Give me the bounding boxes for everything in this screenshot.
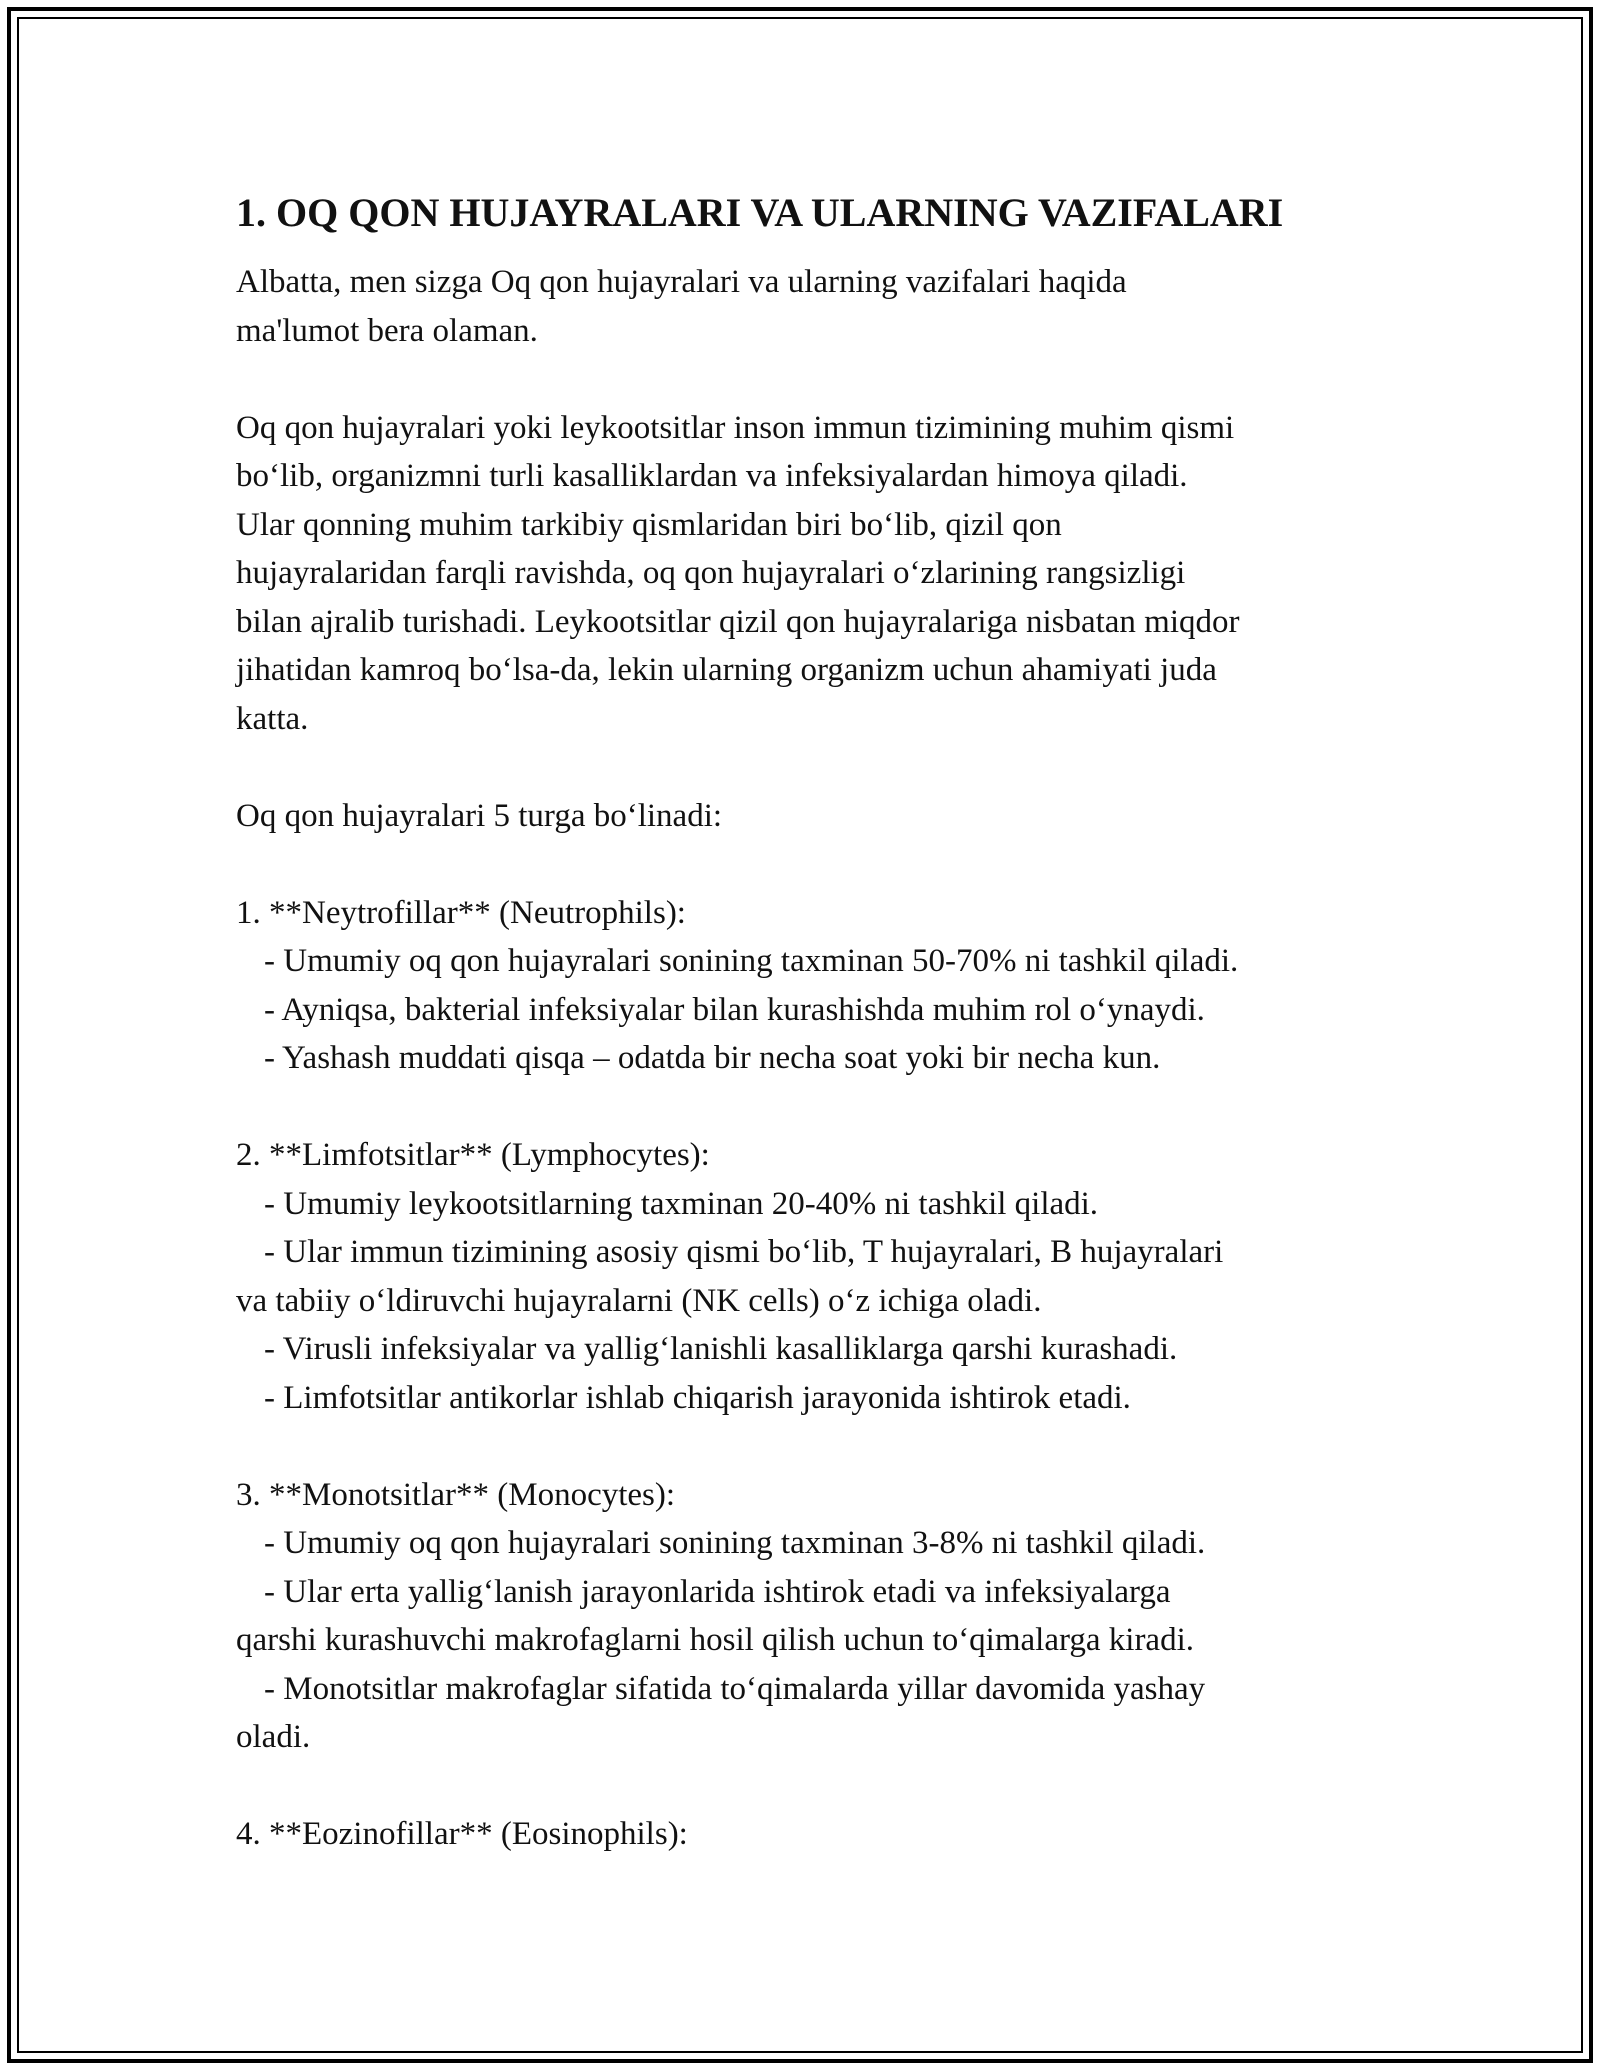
paragraph-gap xyxy=(236,743,1366,792)
list-item-continuation: qarshi kurashuvchi makrofaglarni hosil qilish uchun to‘qimalarga kiradi. xyxy=(236,1622,1194,1658)
text-line: katta. xyxy=(236,700,309,737)
paragraph-gap xyxy=(236,840,1366,889)
cell-type-section xyxy=(236,889,1366,1083)
cell-type-section xyxy=(236,1810,1366,1859)
text-line: Oq qon hujayralari yoki leykootsitlar inson immun tizimining muhim qismi xyxy=(236,409,1235,446)
cell-type-heading: 2. **Limfotsitlar** (Lymphocytes): xyxy=(236,1137,710,1173)
types-intro xyxy=(236,792,1366,841)
cell-type-heading: 1. **Neytrofillar** (Neutrophils): xyxy=(236,894,686,931)
paragraph-gap xyxy=(236,1762,1366,1811)
list-item-continuation: va tabiiy o‘ldiruvchi hujayralarni (NK cells) o‘z ichiga oladi. xyxy=(236,1282,1042,1319)
text-line: hujayralaridan farqli ravishda, oq qon hujayralari o‘zlarining rangsizligi xyxy=(236,555,1186,591)
cell-type-section xyxy=(236,1131,1366,1422)
text-line: Oq qon hujayralari 5 turga bo‘linadi: xyxy=(236,797,723,834)
paragraph-gap xyxy=(236,1083,1366,1132)
cell-type-section xyxy=(236,1471,1366,1762)
paragraph-gap xyxy=(236,1422,1366,1471)
text-line: jihatidan kamroq bo‘lsa-da, lekin ularning organizm uchun ahamiyati juda xyxy=(236,652,1217,688)
cell-type-heading: 3. **Monotsitlar** (Monocytes): xyxy=(236,1476,676,1513)
paragraph-gap xyxy=(236,355,1366,404)
text-line: Ular qonning muhim tarkibiy qismlaridan biri bo‘lib, qizil qon xyxy=(236,506,1062,543)
document-body xyxy=(236,186,1366,1859)
text-line: bilan ajralib turishadi. Leykootsitlar qizil qon hujayralariga nisbatan miqdor xyxy=(236,603,1240,640)
text-line: ma'lumot bera olaman. xyxy=(236,312,538,349)
list-item-continuation: oladi. xyxy=(236,1719,311,1755)
list-item: - Ular erta yallig‘lanish jarayonlarida ishtirok etadi va infeksiyalarga xyxy=(264,1573,1171,1610)
text-line: Albatta, men sizga Oq qon hujayralari va ularning vazifalari haqida xyxy=(236,264,1127,300)
list-item: - Umumiy leykootsitlarning taxminan 20-40% ni tashkil qiladi. xyxy=(264,1185,1099,1222)
list-item: - Virusli infeksiyalar va yallig‘lanishli kasalliklarga qarshi kurashadi. xyxy=(264,1331,1178,1367)
text-line: bo‘lib, organizmni turli kasalliklardan va infeksiyalardan himoya qiladi. xyxy=(236,458,1188,494)
list-item: - Umumiy oq qon hujayralari sonining taxminan 3-8% ni tashkil qiladi. xyxy=(264,1525,1206,1561)
intro-paragraph xyxy=(236,258,1366,355)
list-item: - Limfotsitlar antikorlar ishlab chiqarish jarayonida ishtirok etadi. xyxy=(264,1379,1131,1416)
page-title: 1. OQ QON HUJAYRALARI VA ULARNING VAZIFALARI xyxy=(236,190,1284,235)
list-item: - Ayniqsa, bakterial infeksiyalar bilan kurashishda muhim rol o‘ynaydi. xyxy=(264,991,1205,1028)
cell-type-heading: 4. **Eozinofillar** (Eosinophils): xyxy=(236,1816,688,1852)
list-item: - Yashash muddati qisqa – odatda bir necha soat yoki bir necha kun. xyxy=(264,1040,1161,1076)
list-item: - Monotsitlar makrofaglar sifatida to‘qimalarda yillar davomida yashay xyxy=(264,1670,1206,1707)
list-item: - Ular immun tizimining asosiy qismi bo‘lib, T hujayralari, B hujayralari xyxy=(264,1234,1224,1270)
description-paragraph xyxy=(236,404,1366,744)
list-item: - Umumiy oq qon hujayralari sonining taxminan 50-70% ni tashkil qiladi. xyxy=(264,943,1239,979)
